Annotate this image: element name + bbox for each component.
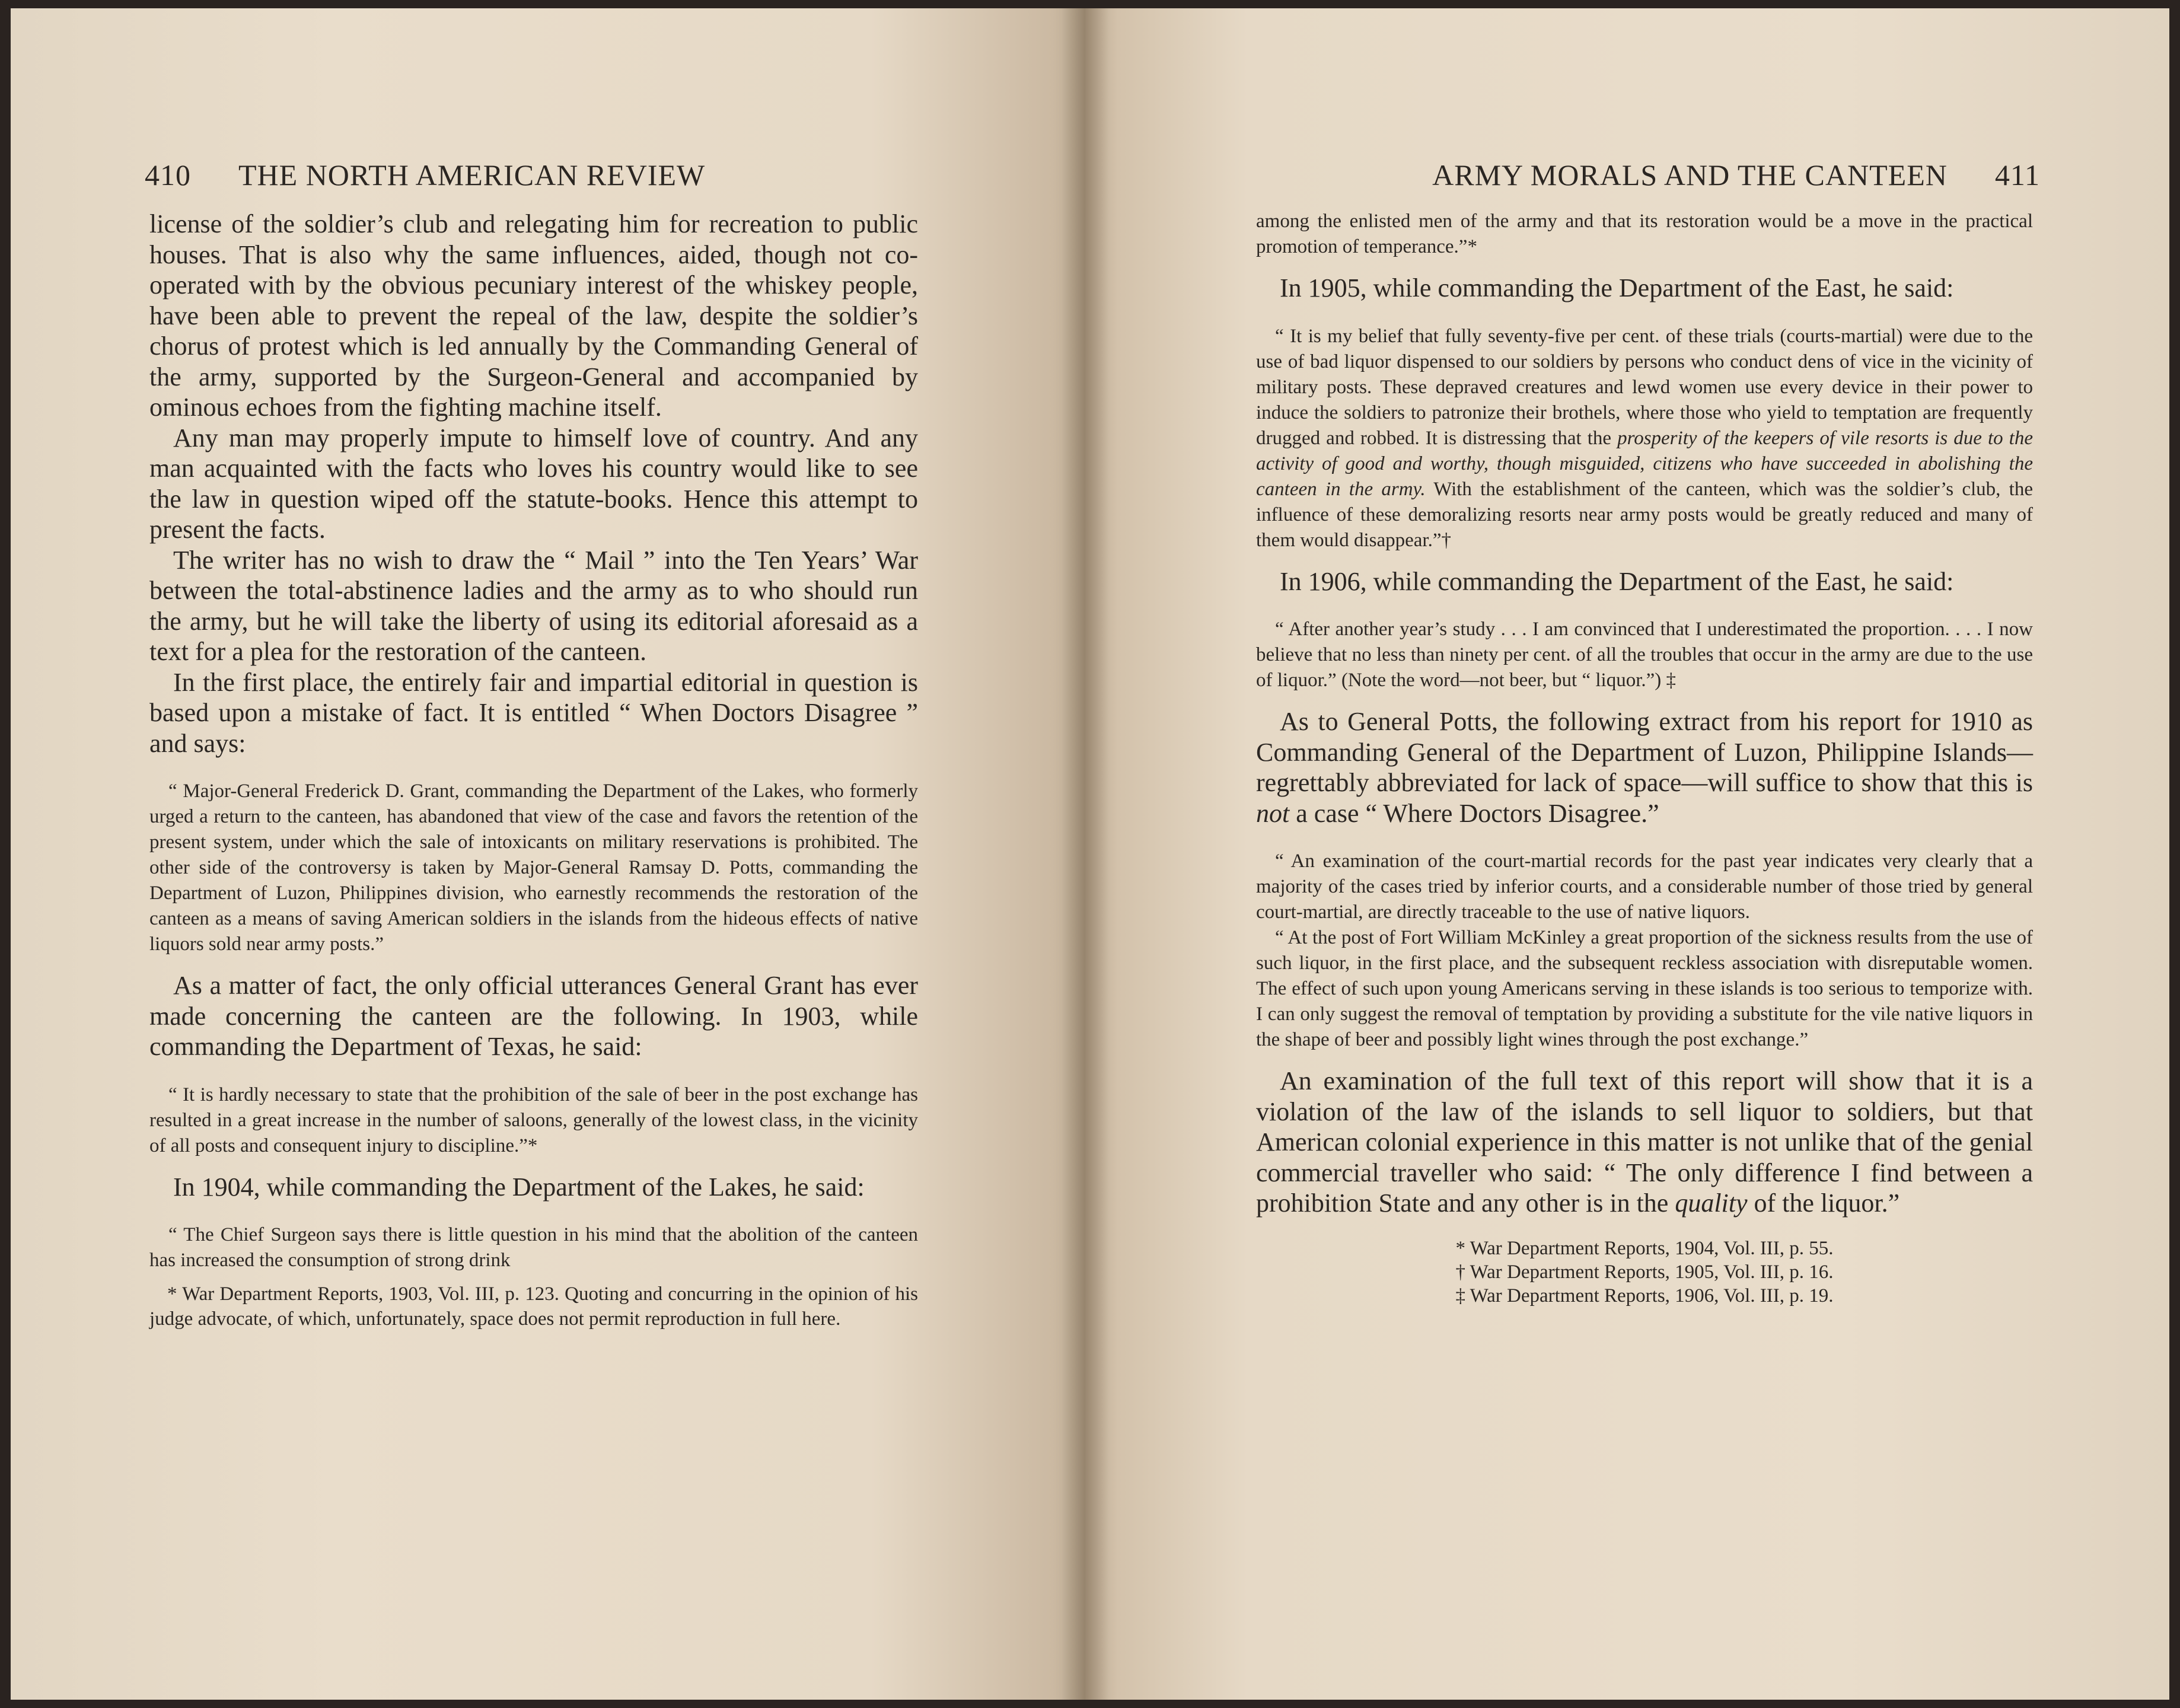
paragraph: license of the soldier’s club and relegating him for recreation to public houses. That is also why the same influences, aided, though not co-operated with by the obvious pecuniary interest of the whiskey people, have been able to prevent the repeal of the law, despite the soldier’s chorus of protest which is led annually by the Commanding General of the army, supported by the Surgeon-General and accompanied by ominous echoes from the fighting machine itself. — [149, 209, 918, 422]
block-quote: “ After another year’s study . . . I am convinced that I underestimated the proportion. . . . I now believe that no less than ninety per cent. of all the troubles that occur in the army are due to the use of liquor.” (Note the word—not beer, but “ liquor.”) ‡ — [1256, 619, 2033, 691]
left-page — [11, 8, 1085, 1700]
paragraph: In 1905, while commanding the Department of the East, he said: — [1280, 273, 1954, 302]
quote-text: “ It is my belief that fully seventy-five per cent. of these trials (courts-martial) were due to the use of bad liquor dispensed to our soldiers by persons who conduct dens of vice in the vicinity of military posts. These depraved creatures and lewd women use every device in their power to induce the soldiers to patronize their brothels, where those who yield to temptation are frequently drugged and robbed. It is distressing that the — [1256, 325, 2033, 449]
left-text-column — [149, 209, 918, 1331]
paragraph-text: An examination of the full text of this report will show that it is a violation of the law of the islands to sell liquor to soldiers, but that American colonial experience in this matter is not unlike that of the genial commercial traveller who said: “ The only difference I find between a prohibition State and any other is in the — [1256, 1066, 2033, 1218]
block-quote: “ An examination of the court-martial records for the past year indicates very clearly that a majority of the cases tried by inferior courts, and a considerable number of those tried by general court-martial, are directly traceable to the use of native liquors. — [1256, 850, 2033, 923]
quote-italic-text: prosperity of the keepers of vile resorts is due to the activity of good and worthy, though misguided, citizens who have succeeded in abolishing the canteen in the army. — [1256, 427, 2033, 500]
left-running-head — [145, 158, 922, 192]
block-quote: “ Major-General Frederick D. Grant, commanding the Department of the Lakes, who formerly urged a return to the canteen, has abandoned that view of the case and favors the retention of the present system, under which the sale of intoxicants on military reservations is prohibited. The other side of the controversy is taken by Major-General Ramsay D. Potts, commanding the Department of Luzon, Philippines division, who earnestly recommends the restoration of the canteen as a means of saving American soldiers in the islands from the hideous effects of native liquors sold near army posts.” — [149, 780, 918, 955]
left-running-title: THE NORTH AMERICAN REVIEW — [238, 158, 706, 192]
footnote: * War Department Reports, 1903, Vol. III, p. 123. Quoting and concurring in the opinion of his judge advocate, of which, unfortunately, space does not permit reproduction in full here. — [149, 1283, 918, 1330]
block-quote — [1256, 324, 2033, 553]
block-quote: among the enlisted men of the army and that its restoration would be a move in the practical promotion of temperance.”* — [1256, 211, 2033, 257]
block-quote: “ The Chief Surgeon says there is little question in his mind that the abolition of the canteen has increased the consumption of strong drink — [149, 1224, 918, 1271]
paragraph-text: As to General Potts, the following extract from his report for 1910 as Commanding General of the Department of Luzon, Philippine Islands—regrettably abbreviated for lack of space—will suffice to show that this is — [1256, 707, 2033, 797]
right-running-title: ARMY MORALS AND THE CANTEEN — [1432, 158, 1948, 192]
paragraph-italic-text: not — [1256, 798, 1290, 828]
right-text-column — [1256, 209, 2033, 1308]
footnote: ‡ War Department Reports, 1906, Vol. III, p. 19. — [1455, 1285, 1834, 1307]
paragraph-text: a case “ Where Doctors Disagree.” — [1289, 798, 1659, 828]
paragraph — [1256, 706, 2033, 828]
footnote: * War Department Reports, 1904, Vol. III, p. 55. — [1455, 1237, 1834, 1259]
paragraph: In 1906, while commanding the Department of the East, he said: — [1280, 566, 1954, 596]
right-running-head — [1346, 158, 2040, 192]
paragraph — [1256, 1066, 2033, 1219]
footnote: † War Department Reports, 1905, Vol. III, p. 16. — [1455, 1261, 1834, 1283]
right-page — [1085, 8, 2169, 1700]
block-quote: “ It is hardly necessary to state that the prohibition of the sale of beer in the post exchange has resulted in a great increase in the number of saloons, generally of the lowest class, in the vicinity of all posts and consequent injury to discipline.”* — [149, 1084, 918, 1156]
block-quote: “ At the post of Fort William McKinley a great proportion of the sickness results from the use of such liquor, in the first place, and the subsequent reckless association with disreputable women. The effect of such upon young Americans serving in these islands is too serious to temporize with. I can only suggest the removal of temptation by providing a substitute for the vile native liquors in the shape of beer and possibly light wines through the post exchange.” — [1256, 927, 2033, 1050]
paragraph: Any man may properly impute to himself love of country. And any man acquainted with the facts who loves his country would like to see the law in question wiped off the statute-books. Hence this attempt to present the facts. — [149, 423, 918, 544]
paragraph-italic-text: quality — [1675, 1188, 1748, 1218]
quote-text: With the establishment of the canteen, which was the soldier’s club, the influence of these demoralizing resorts near army posts would be greatly reduced and many of them would disappear.”† — [1256, 478, 2033, 551]
right-page-number: 411 — [1994, 158, 2040, 192]
paragraph-text: of the liquor.” — [1747, 1188, 1900, 1218]
footnote-list — [1256, 1237, 2033, 1308]
paragraph: The writer has no wish to draw the “ Mail ” into the Ten Years’ War between the total-abstinence ladies and the army as to who should run the army, but he will take the liberty of using its editorial aforesaid as a text for a plea for the restoration of the canteen. — [149, 545, 918, 666]
paragraph: As a matter of fact, the only official utterances General Grant has ever made concerning the canteen are the following. In 1903, while commanding the Department of Texas, he said: — [149, 971, 918, 1061]
paragraph: In the first place, the entirely fair and impartial editorial in question is based upon a mistake of fact. It is entitled “ When Doctors Disagree ” and says: — [149, 667, 918, 758]
paragraph: In 1904, while commanding the Department of the Lakes, he said: — [173, 1172, 865, 1202]
left-page-number: 410 — [145, 158, 191, 192]
